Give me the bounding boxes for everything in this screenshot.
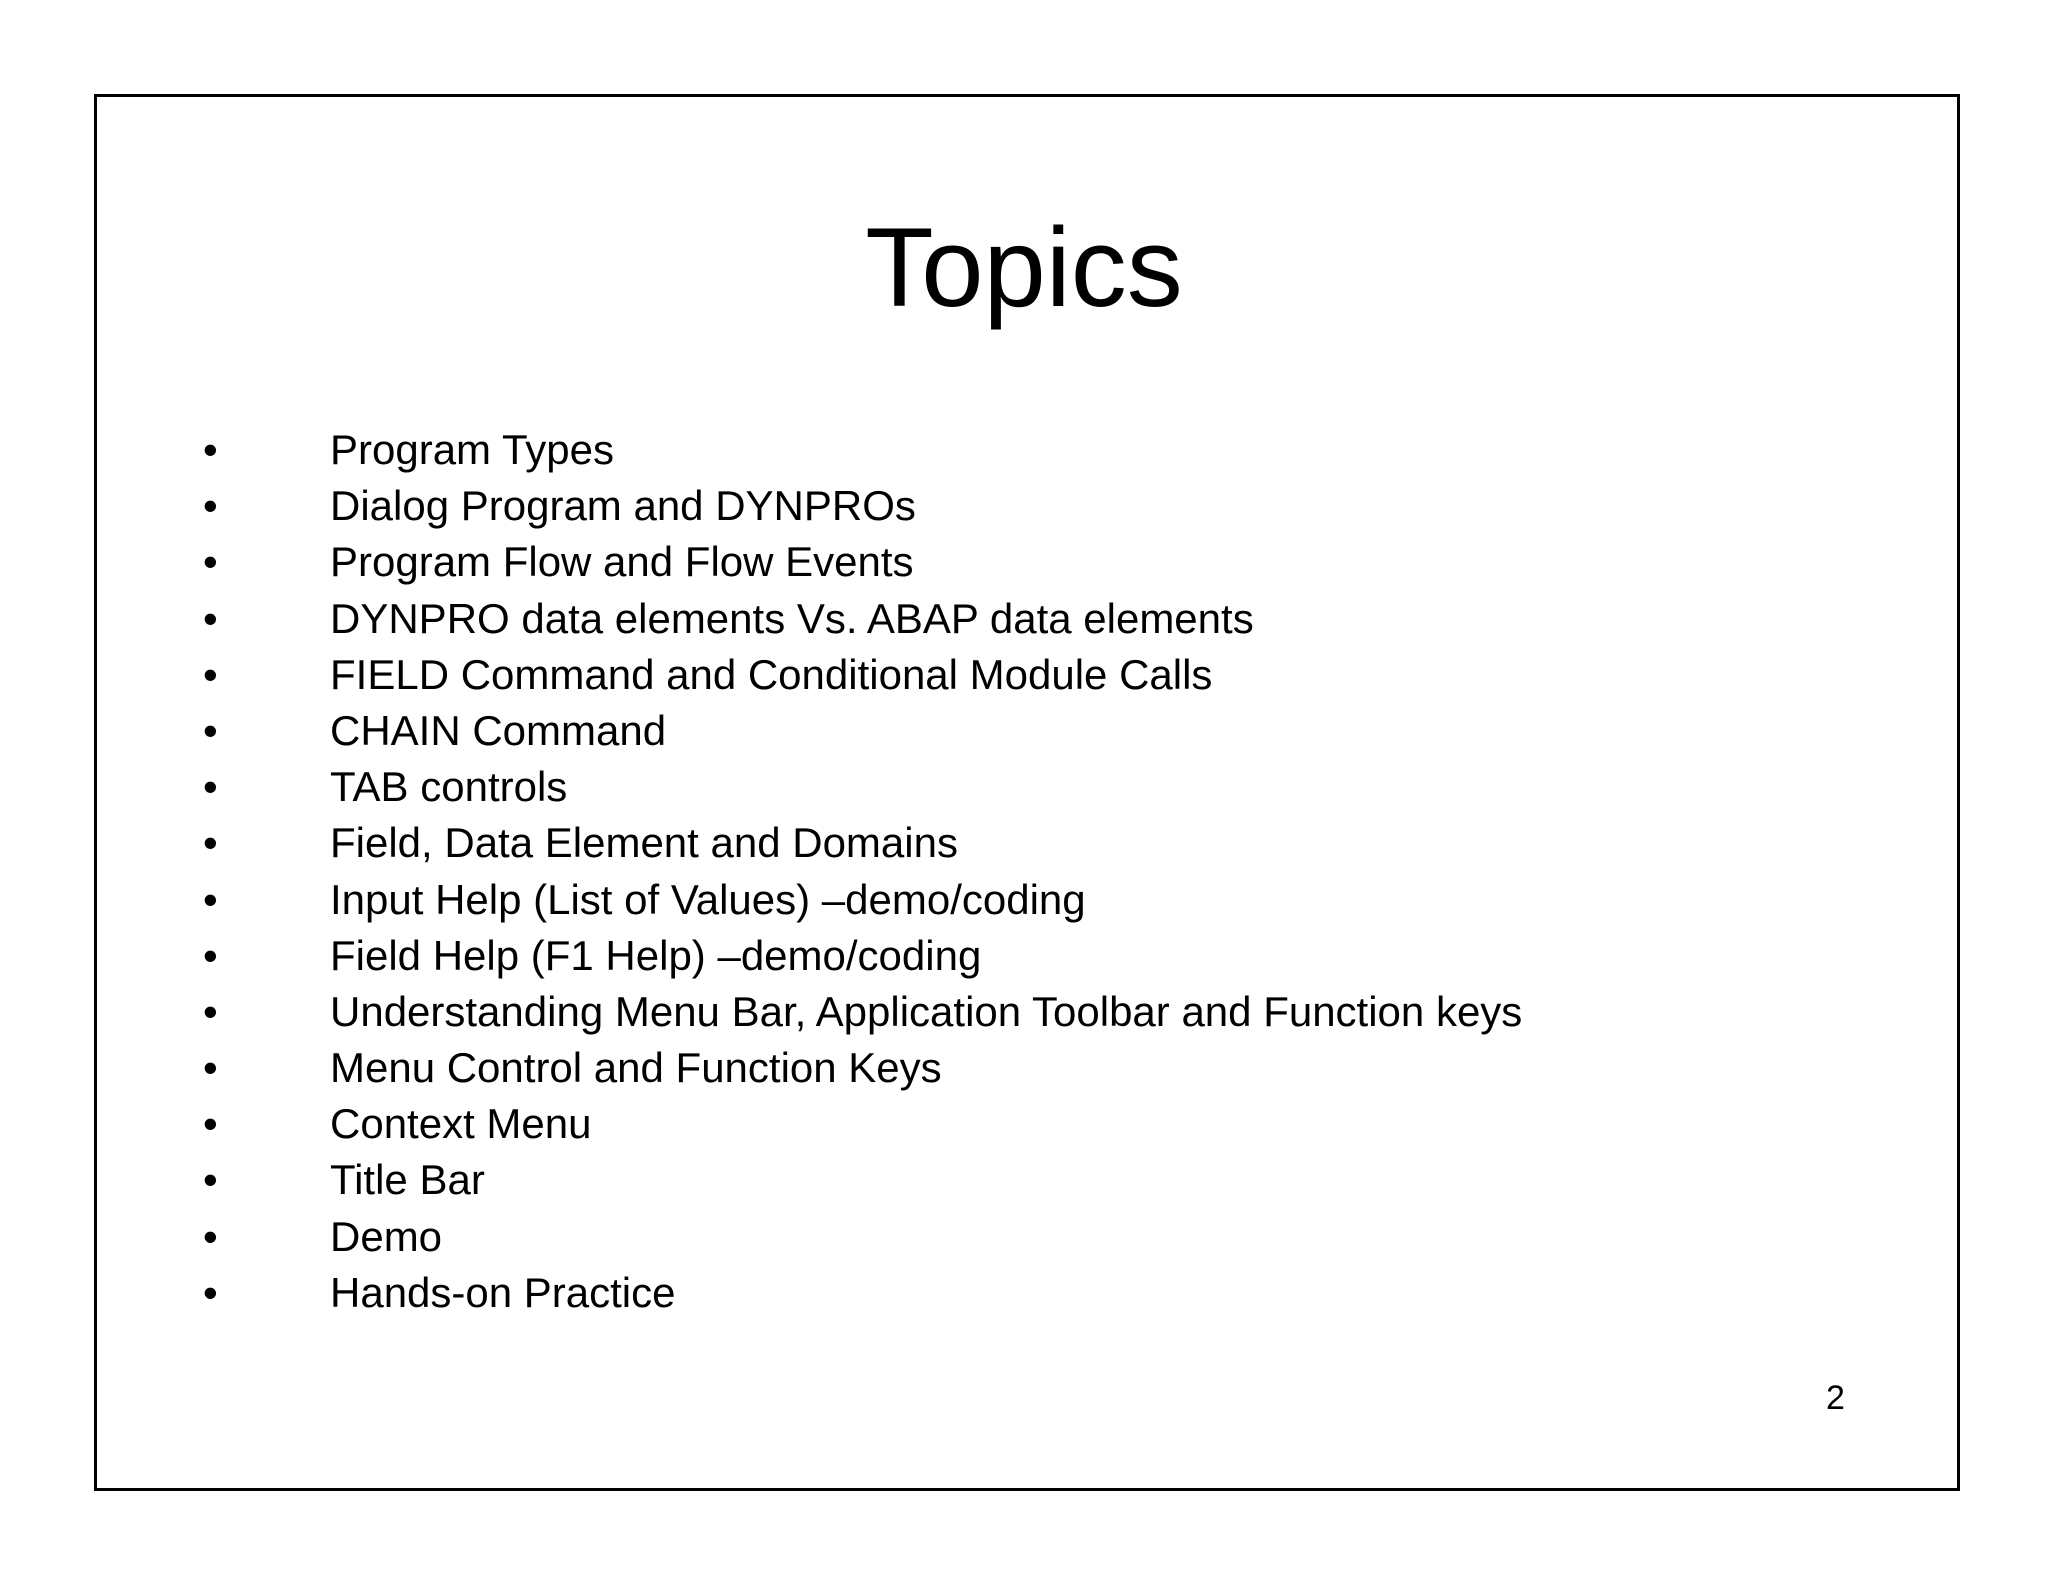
topic-label: Program Flow and Flow Events (330, 538, 914, 586)
bullet-icon: • (203, 482, 218, 530)
bullet-icon: • (203, 538, 218, 586)
bullet-icon: • (203, 1100, 218, 1148)
topic-label: Hands-on Practice (330, 1268, 676, 1316)
page-number: 2 (1826, 1379, 1845, 1417)
bullet-icon: • (203, 1268, 218, 1316)
bullet-icon: • (203, 594, 218, 642)
bullet-icon: • (203, 819, 218, 867)
topic-label: Field Help (F1 Help) –demo/coding (330, 931, 982, 979)
topic-label: Understanding Menu Bar, Application Toolbar and Function keys (330, 987, 1523, 1035)
topic-label: Program Types (330, 426, 615, 473)
topic-label: TAB controls (330, 763, 568, 811)
topic-label: Input Help (List of Values) –demo/coding (330, 875, 1086, 923)
bullet-icon: • (203, 1212, 218, 1260)
bullet-icon: • (203, 875, 218, 923)
topic-label: Demo (330, 1212, 443, 1260)
bullet-icon: • (203, 650, 218, 698)
bullet-icon: • (203, 931, 218, 979)
bullet-icon: • (203, 426, 218, 473)
topic-label: Menu Control and Function Keys (330, 1044, 942, 1092)
topic-label: FIELD Command and Conditional Module Calls (330, 650, 1213, 698)
bullet-icon: • (203, 763, 218, 811)
slide-title: Topics (865, 205, 1183, 330)
topic-label: Context Menu (330, 1100, 592, 1148)
topic-label: Title Bar (330, 1156, 485, 1204)
topic-label: Field, Data Element and Domains (330, 819, 958, 867)
topic-label: DYNPRO data elements Vs. ABAP data elements (330, 594, 1254, 642)
bullet-icon: • (203, 706, 218, 754)
topic-label: Dialog Program and DYNPROs (330, 482, 916, 530)
bullet-icon: • (203, 1156, 218, 1204)
bullet-icon: • (203, 1044, 218, 1092)
topic-label: CHAIN Command (330, 706, 667, 754)
bullet-icon: • (203, 987, 218, 1035)
